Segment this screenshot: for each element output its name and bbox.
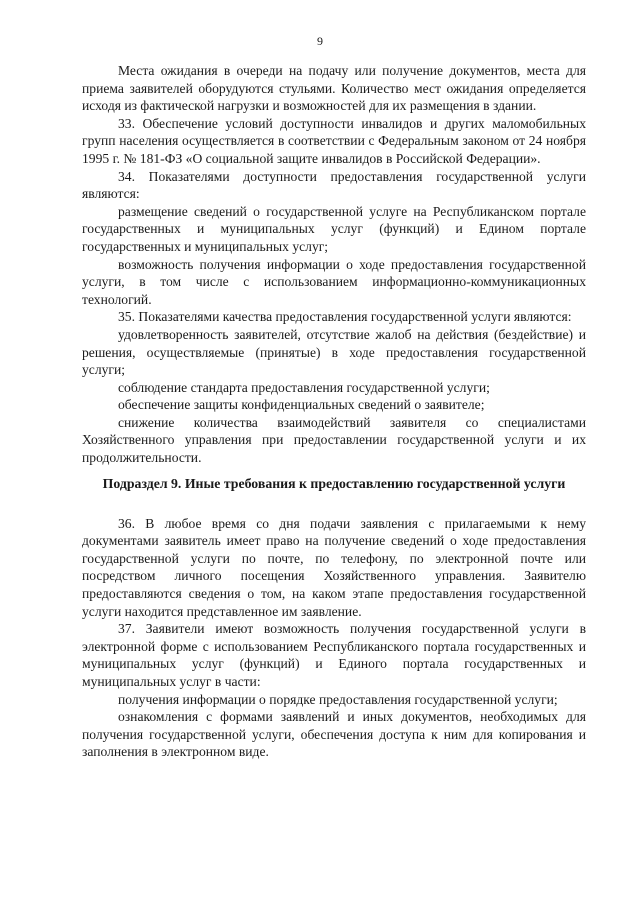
paragraph-35-item-3: обеспечение защиты конфиденциальных сведений о заявителе;: [118, 397, 485, 413]
paragraph-37-item-2: ознакомления с формами заявлений и иных документов, необходимых для получения государственной услуги, обеспечения доступа к ним для копирования и заполнения в электронном виде.: [82, 709, 586, 760]
paragraph-34: 34. Показателями доступности предоставления государственной услуги являются:: [82, 168, 586, 202]
section-heading: Подраздел 9. Иные требования к предоставлению государственной услуги: [102, 475, 566, 491]
paragraph-34-item-1: размещение сведений о государственной услуге на Республиканском портале государственных и муниципальных услуг (функций) и Едином портале государственных и муниципальных услуг;: [82, 203, 586, 254]
paragraph-35-item-1: удовлетворенность заявителей, отсутствие жалоб на действия (бездействие) и решения, осуществляемые (принятые) в ходе предоставления государственной услуги;: [82, 326, 586, 378]
paragraph-35: 35. Показателями качества предоставления государственной услуги являются:: [118, 309, 572, 325]
paragraph-33: 33. Обеспечение условий доступности инвалидов и других маломобильных групп населения осуществляется в соответствии с Федеральным законом от 24 ноября 1995 г. № 181-ФЗ «О социальной защите инвалидов в Российской Федерации».: [82, 115, 586, 166]
paragraph-36: 36. В любое время со дня подачи заявления с прилагаемыми к нему документами заявитель имеет право на получение сведений о ходе предоставления государственной услуги по почте, по телефону, по электронной почте или посредством личного посещения Хозяйственного управления. Заявителю предоставляются сведения о том, на каком этапе предоставления государственной услуги находится представленное им заявление.: [82, 515, 586, 619]
document-body: [82, 62, 586, 761]
paragraph-waiting-places: Места ожидания в очереди на подачу или получение документов, места для приема заявителей оборудуются стульями. Количество мест ожидания определяется исходя из фактической нагрузки и возможностей для их размещения в здании.: [82, 63, 586, 114]
paragraph-37-item-1: получения информации о порядке предоставления государственной услуги;: [118, 691, 558, 707]
paragraph-35-item-4: снижение количества взаимодействий заявителя со специалистами Хозяйственного управления при предоставлении государственной услуги и их продолжительности.: [82, 414, 586, 466]
paragraph-34-item-2: возможность получения информации о ходе предоставления государственной услуги, в том числе с использованием информационно-коммуникационных технологий.: [82, 256, 586, 307]
spacer: [82, 493, 586, 515]
paragraph-37: 37. Заявители имеют возможность получения государственной услуги в электронной форме с использованием Республиканского портала государственных и муниципальных услуг (функций) и Единого портала государственных и муниципальных услуг в части:: [82, 621, 586, 689]
page-number: 9: [317, 34, 323, 48]
paragraph-35-item-2: соблюдение стандарта предоставления государственной услуги;: [118, 379, 490, 395]
